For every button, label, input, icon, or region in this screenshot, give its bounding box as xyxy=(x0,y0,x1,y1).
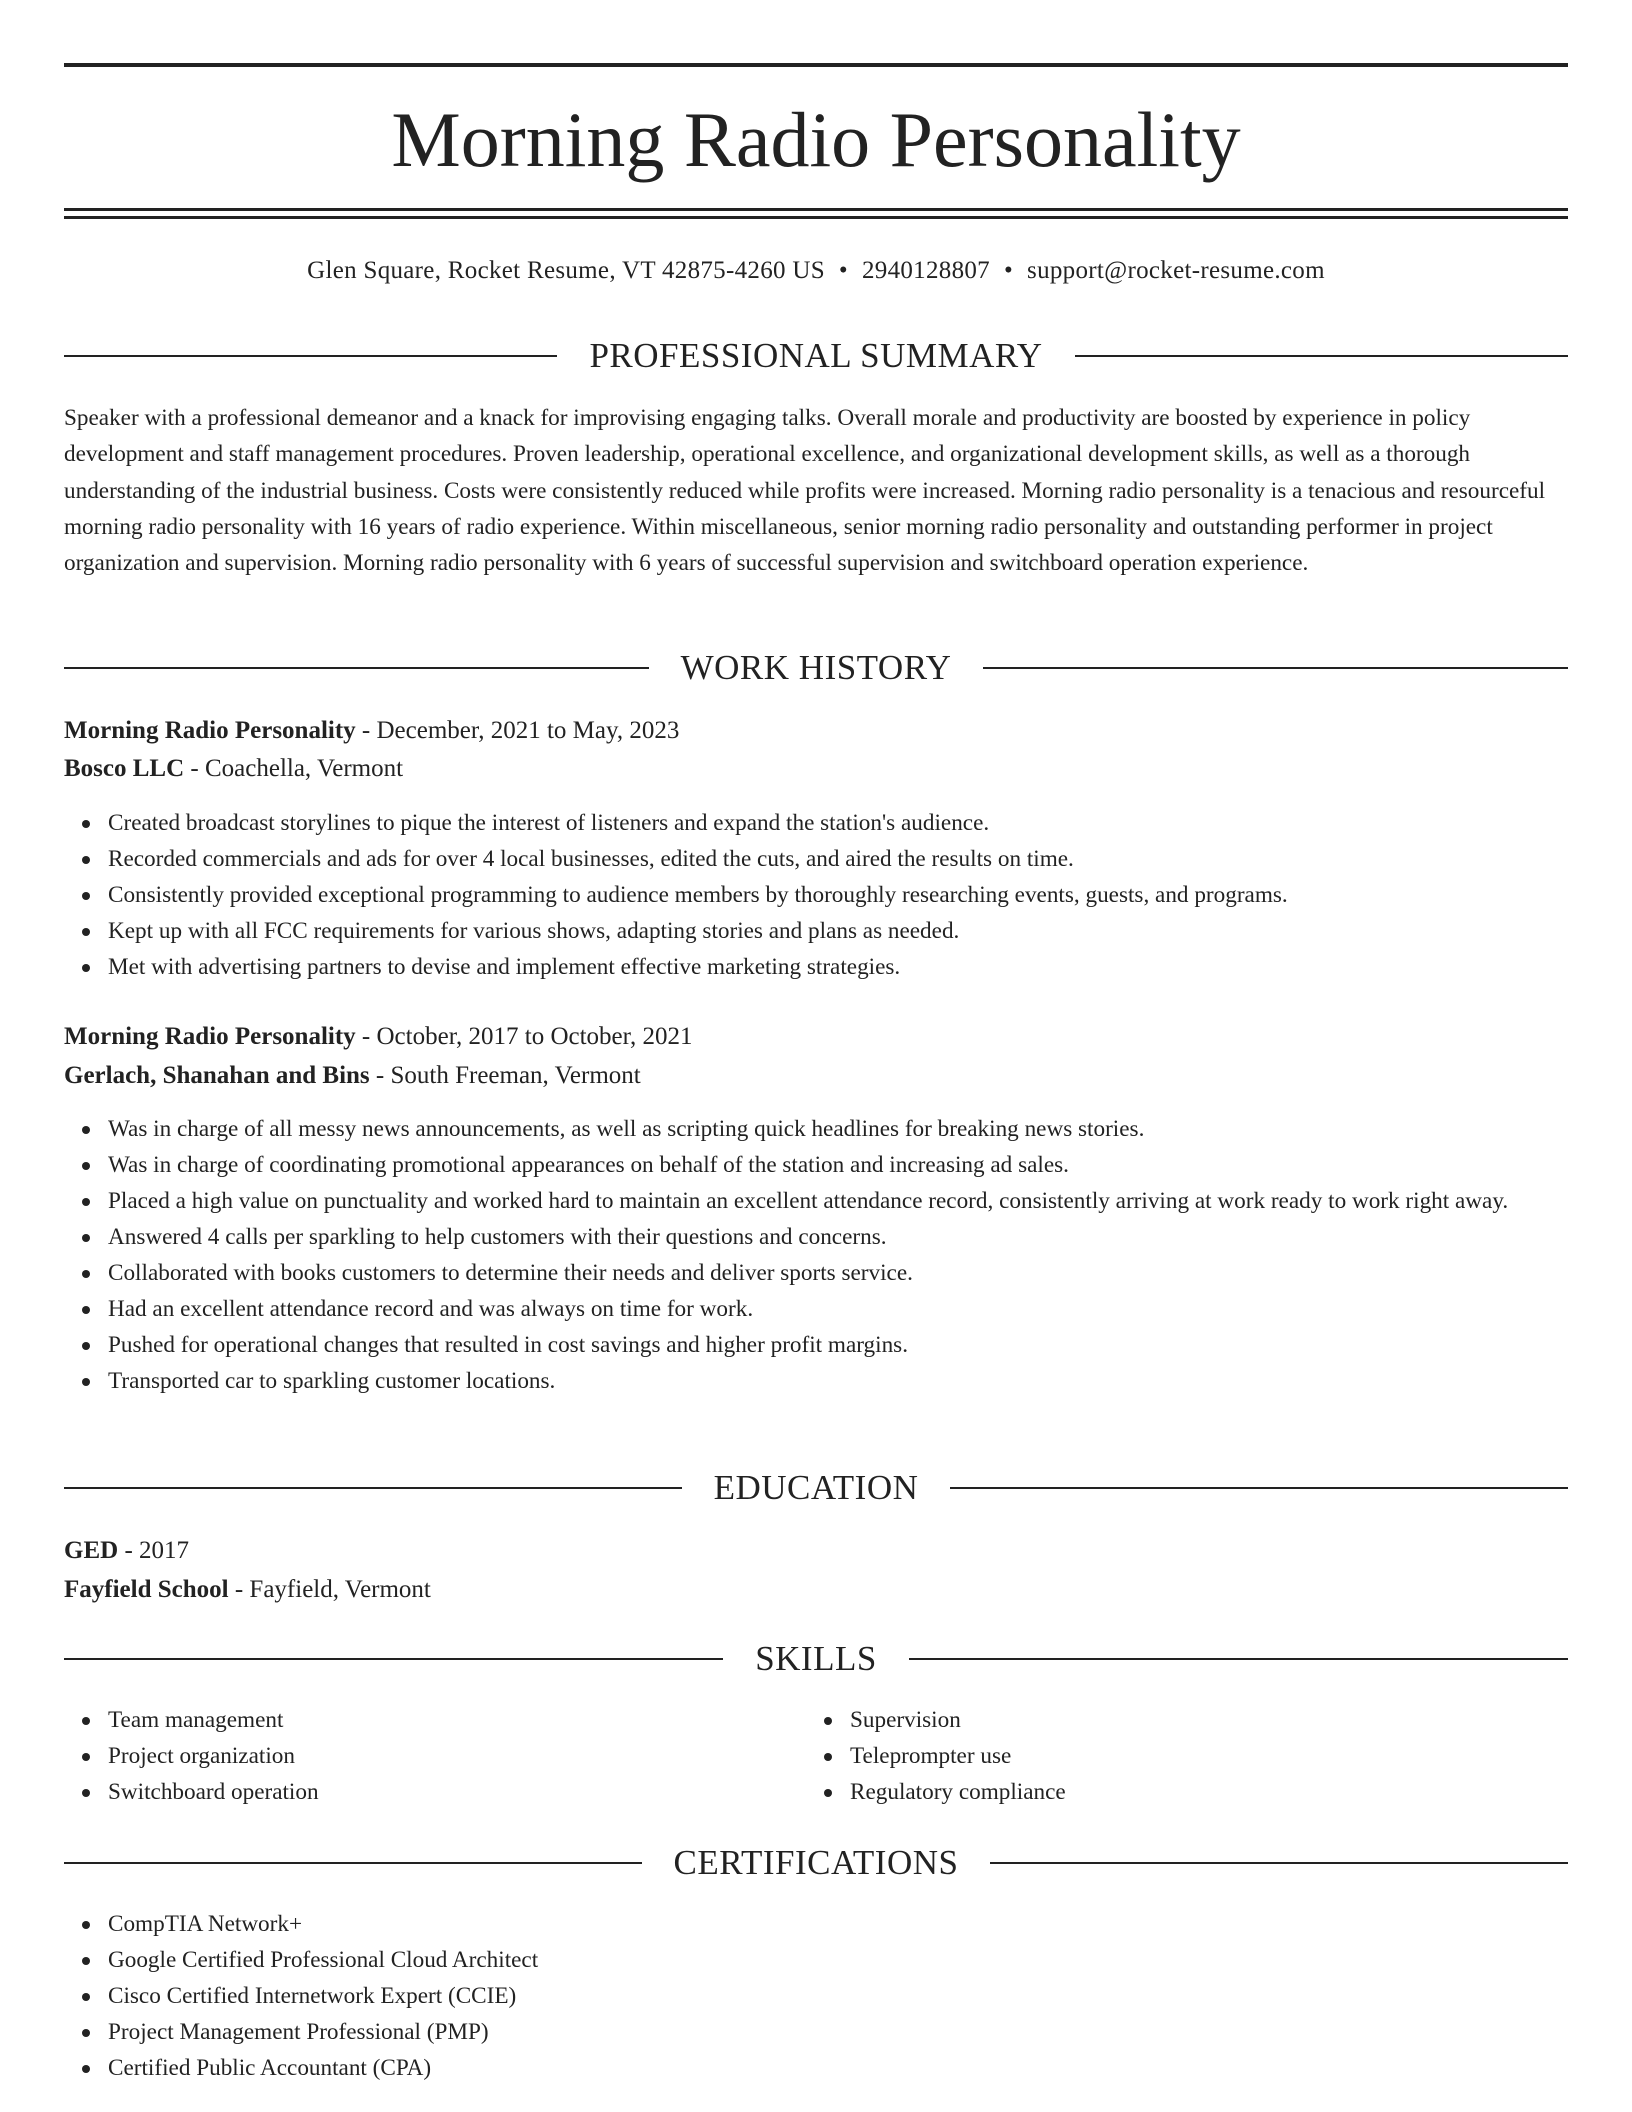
job-1-company-line xyxy=(64,751,1568,787)
section-title-work: WORK HISTORY xyxy=(680,648,952,687)
job-1-title-line xyxy=(64,713,1568,749)
education-school: Fayfield School xyxy=(64,1576,229,1603)
education-degree: GED xyxy=(64,1537,119,1564)
list-item: Met with advertising partners to devise and implement effective marketing strategies. xyxy=(108,949,1568,985)
contact-separator: • xyxy=(1003,257,1014,284)
job-2-bullets xyxy=(64,1111,1568,1399)
section-title-skills: SKILLS xyxy=(755,1639,877,1678)
list-item: Regulatory compliance xyxy=(850,1774,1632,1810)
section-header-work xyxy=(64,646,1568,690)
list-item: Had an excellent attendance record and was always on time for work. xyxy=(108,1291,1568,1327)
section-rule-left xyxy=(64,355,557,357)
section-title-summary: PROFESSIONAL SUMMARY xyxy=(589,336,1043,375)
job-2-location: - South Freeman, Vermont xyxy=(369,1062,641,1089)
section-header-education xyxy=(64,1466,1568,1510)
list-item: Created broadcast storylines to pique the interest of listeners and expand the station's audience. xyxy=(108,805,1568,841)
contact-phone: 2940128807 xyxy=(861,257,990,284)
job-2-company-line xyxy=(64,1058,1568,1094)
list-item: Transported car to sparkling customer locations. xyxy=(108,1363,1568,1399)
job-2-title: Morning Radio Personality xyxy=(64,1023,356,1050)
job-1-title: Morning Radio Personality xyxy=(64,717,356,744)
list-item: Cisco Certified Internetwork Expert (CCIE) xyxy=(108,1978,1568,2014)
education-year: - 2017 xyxy=(118,1537,190,1564)
contact-address: Glen Square, Rocket Resume, VT 42875-4260 US xyxy=(307,257,825,284)
section-rule-right xyxy=(909,1658,1568,1660)
list-item: Placed a high value on punctuality and worked hard to maintain an excellent attendance record, consistently arriving at work ready to work right away. xyxy=(108,1183,1568,1219)
summary-text: Speaker with a professional demeanor and a knack for improvising engaging talks. Overall morale and productivity are boosted by experience in policy development and staff management procedures. Proven leadership, operational excellence, and organizational development skills, as well as a thorough understanding of the industrial business. Costs were consistently reduced while profits were increased. Morning radio personality is a tenacious and resourceful morning radio personality with 16 years of radio experience. Within miscellaneous, senior morning radio personality and outstanding performer in project organization and supervision. Morning radio personality with 6 years of successful supervision and switchboard operation experience. xyxy=(64,405,1546,577)
list-item: Certified Public Accountant (CPA) xyxy=(108,2050,1568,2086)
education-degree-line xyxy=(64,1533,1568,1569)
title-rule-upper xyxy=(64,208,1568,211)
section-header-skills xyxy=(64,1637,1568,1681)
certifications-list xyxy=(64,1906,1568,2086)
list-item: Was in charge of all messy news announcements, as well as scripting quick headlines for breaking news stories. xyxy=(108,1111,1568,1147)
list-item: Team management xyxy=(108,1702,1568,1738)
job-1-bullets xyxy=(64,805,1568,985)
education-location: - Fayfield, Vermont xyxy=(228,1576,431,1603)
list-item: Recorded commercials and ads for over 4 local businesses, edited the cuts, and aired the results on time. xyxy=(108,841,1568,877)
section-rule-left xyxy=(64,1487,682,1489)
list-item: Answered 4 calls per sparkling to help customers with their questions and concerns. xyxy=(108,1219,1568,1255)
job-1-location: - Coachella, Vermont xyxy=(184,755,404,782)
list-item: CompTIA Network+ xyxy=(108,1906,1568,1942)
top-rule xyxy=(64,63,1568,67)
section-title-certifications: CERTIFICATIONS xyxy=(673,1843,959,1882)
contact-email: support@rocket-resume.com xyxy=(1027,257,1325,284)
section-rule-left xyxy=(64,1658,723,1660)
list-item: Project organization xyxy=(108,1738,1568,1774)
list-item: Kept up with all FCC requirements for various shows, adapting stories and plans as needed. xyxy=(108,913,1568,949)
title-rule-lower xyxy=(64,216,1568,219)
job-2-company: Gerlach, Shanahan and Bins xyxy=(64,1062,370,1089)
list-item: Teleprompter use xyxy=(850,1738,1632,1774)
list-item: Switchboard operation xyxy=(108,1774,1568,1810)
section-title-education: EDUCATION xyxy=(713,1468,919,1507)
section-rule-right xyxy=(1075,355,1568,357)
list-item: Consistently provided exceptional programming to audience members by thoroughly researching events, guests, and programs. xyxy=(108,877,1568,913)
job-1-dates: - December, 2021 to May, 2023 xyxy=(355,717,680,744)
section-rule-left xyxy=(64,667,649,669)
list-item: Pushed for operational changes that resulted in cost savings and higher profit margins. xyxy=(108,1327,1568,1363)
section-rule-right xyxy=(950,1487,1568,1489)
job-2-dates: - October, 2017 to October, 2021 xyxy=(355,1023,693,1050)
list-item: Collaborated with books customers to determine their needs and deliver sports service. xyxy=(108,1255,1568,1291)
section-rule-left xyxy=(64,1862,642,1864)
job-2-title-line xyxy=(64,1019,1568,1055)
education-school-line xyxy=(64,1572,1568,1608)
section-rule-right xyxy=(983,667,1568,669)
contact-line xyxy=(64,254,1568,288)
list-item: Supervision xyxy=(850,1702,1632,1738)
skills-list-right xyxy=(806,1702,1632,1810)
section-header-summary xyxy=(64,334,1568,378)
list-item: Project Management Professional (PMP) xyxy=(108,2014,1568,2050)
list-item: Was in charge of coordinating promotional appearances on behalf of the station and increasing ad sales. xyxy=(108,1147,1568,1183)
contact-separator: • xyxy=(838,257,848,284)
list-item: Google Certified Professional Cloud Architect xyxy=(108,1942,1568,1978)
page-title: Morning Radio Personality xyxy=(391,96,1241,183)
job-1-company: Bosco LLC xyxy=(64,755,185,782)
section-header-certifications xyxy=(64,1841,1568,1885)
section-rule-right xyxy=(990,1862,1568,1864)
